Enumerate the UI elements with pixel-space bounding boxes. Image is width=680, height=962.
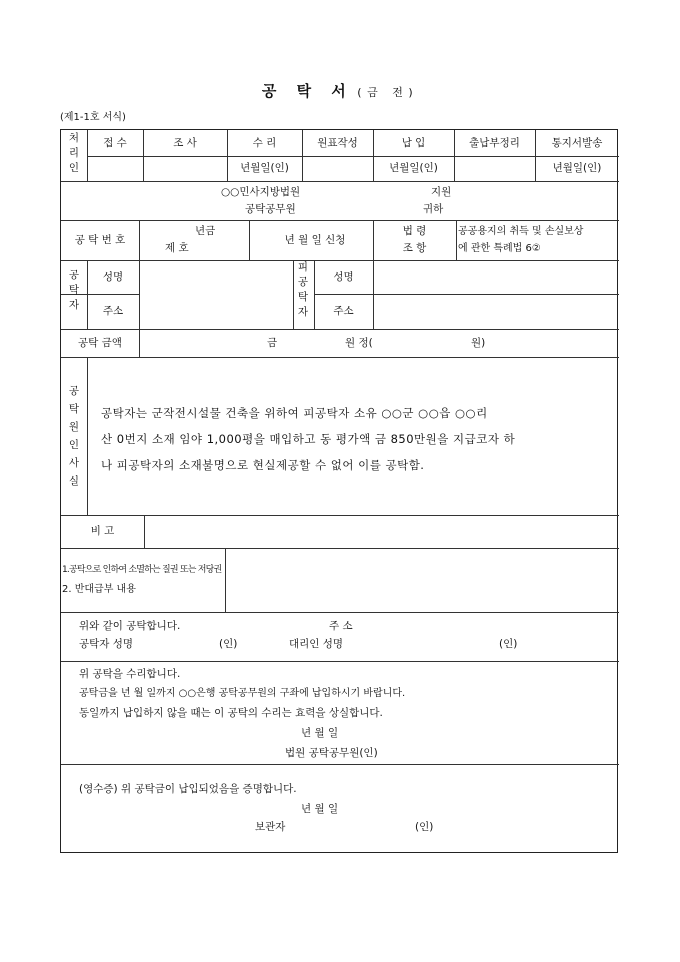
agent-name-label: 대리인 성명 <box>289 638 344 650</box>
depositor-name-label: 성명 <box>102 271 124 283</box>
processor-label: 처리인 <box>68 132 80 174</box>
keeper-seal: (인) <box>415 821 434 833</box>
court-name: ○○민사지방법원 <box>221 186 301 198</box>
law-value-2: 에 관한 특례법 6② <box>458 243 541 254</box>
amount-won-end: 원) <box>471 337 486 349</box>
application-date: 년 월 일 신청 <box>284 234 346 246</box>
cause-text <box>101 400 515 478</box>
deposit-number-value: 제 호 <box>165 242 189 254</box>
cause-line-3: 나 피공탁자의 소재불명으로 현실제공할 수 없어 이를 공탁함. <box>101 458 425 472</box>
law-label-2: 조 항 <box>402 242 427 254</box>
depositor-seal: (인) <box>219 638 238 650</box>
form-tag: (제1-1호 서식) <box>60 112 126 123</box>
col-cashbook: 출납부정리 <box>469 137 520 149</box>
depositor-name-sign-label: 공탁자 성명 <box>79 638 134 650</box>
cause-label: 공탁원인사실 <box>68 385 80 487</box>
col-investigation: 조 사 <box>173 137 197 149</box>
col-notice-sent: 통지서발송 <box>551 137 603 149</box>
receipt-line: (영수증) 위 공탁금이 납입되었음을 증명합니다. <box>79 783 297 795</box>
cause-line-1: 공탁자는 군작전시설물 건축을 위하여 피공탁자 소유 ○○군 ○○읍 ○○리 <box>101 406 488 420</box>
officer-label: 공탁공무원 <box>245 203 296 215</box>
acceptance-line-3: 동일까지 납입하지 않을 때는 이 공탁의 수리는 효력을 상실합니다. <box>79 707 383 719</box>
notice-date: 년월일(인) <box>552 162 602 174</box>
col-ledger-made: 원표작성 <box>317 137 358 149</box>
law-label-1: 법 령 <box>402 225 427 237</box>
col-accepted: 수 리 <box>252 137 277 149</box>
deposit-number-label: 공 탁 번 호 <box>74 234 126 246</box>
address-label: 주 소 <box>329 620 353 632</box>
extra-item-1: 1.공탁으로 인하여 소멸하는 질권 또는 저당권 <box>62 565 222 575</box>
depositee-label: 피공탁자 <box>297 261 309 318</box>
paid-date: 년월일(인) <box>389 162 438 174</box>
acceptance-date: 년 월 일 <box>301 727 339 739</box>
form-title-sub: (금 전) <box>357 86 419 99</box>
accepted-date: 년월일(인) <box>240 162 289 174</box>
remarks-label: 비 고 <box>90 525 115 537</box>
amount-geum: 금 <box>267 337 278 349</box>
declaration-line: 위와 같이 공탁합니다. <box>79 620 181 632</box>
agent-seal: (인) <box>499 638 518 650</box>
receipt-date: 년 월 일 <box>301 803 339 815</box>
amount-won: 원 정( <box>345 337 373 349</box>
acceptance-officer: 법원 공탁공무원(인) <box>285 747 378 759</box>
col-paid: 납 입 <box>401 137 426 149</box>
form-title-main: 공 탁 서 <box>261 82 354 100</box>
depositee-name-label: 성명 <box>333 271 354 283</box>
acceptance-line-1: 위 공탁을 수리합니다. <box>79 668 181 680</box>
depositee-address-label: 주소 <box>333 305 354 317</box>
keeper-label: 보관자 <box>255 821 286 833</box>
form-frame <box>60 129 618 853</box>
honorific-label: 귀하 <box>423 203 444 215</box>
form-title <box>0 80 680 101</box>
law-value-1: 공공용지의 취득 및 손실보상 <box>458 226 584 237</box>
depositor-address-label: 주소 <box>102 305 124 317</box>
acceptance-line-2: 공탁금을 년 월 일까지 ○○은행 공탁공무원의 구좌에 납입하시기 바랍니다. <box>79 688 406 699</box>
cause-line-2: 산 0번지 소재 임야 1,000평을 매입하고 동 평가액 금 850만원을 지급코자 하 <box>101 432 516 446</box>
col-received: 접 수 <box>103 137 127 149</box>
branch-label: 지원 <box>431 186 452 198</box>
depositor-label: 공탁자 <box>68 269 80 311</box>
extra-item-2: 2. 반대급부 내용 <box>62 584 136 595</box>
deposit-year-label: 년금 <box>195 225 216 237</box>
amount-label: 공탁 금액 <box>78 337 122 349</box>
